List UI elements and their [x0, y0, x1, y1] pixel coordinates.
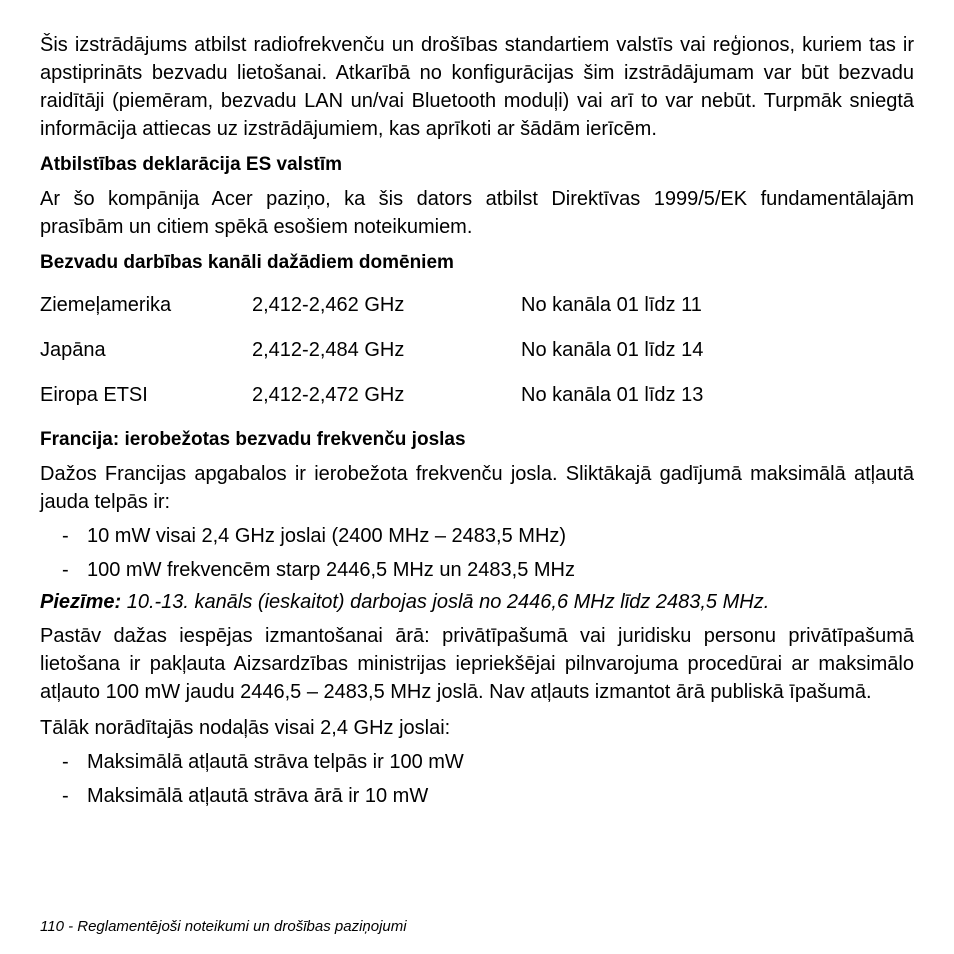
list-item-text: 100 mW frekvencēm starp 2446,5 MHz un 2483,5 MHz [87, 559, 575, 581]
departments-paragraph: Tālāk norādītajās nodaļās visai 2,4 GHz joslai: [40, 717, 451, 739]
outdoor-paragraph: Pastāv dažas iespējas izmantošanai ārā: privātīpašumā vai juridisku personu privātīpašumā lietošana ir pakļauta Aizsardzības ministrijas iepriekšējai pilnvarojuma procedūrai ar maksimālo atļauto 100 mW jaudu 2446,5 – 2483,5 MHz joslā. Nav atļauts izmantot ārā publiskā īpašumā. [40, 625, 914, 703]
note-label: Piezīme: [40, 591, 122, 613]
list-item-text: 10 mW visai 2,4 GHz joslai (2400 MHz – 2483,5 MHz) [87, 525, 567, 547]
eu-declaration-text: Ar šo kompānija Acer paziņo, ka šis dators atbilst Direktīvas 1999/5/EK fundamentālajām prasībām un citiem spēkā esošiem noteikumiem. [40, 188, 914, 238]
channels-cell: No kanāla 01 līdz 14 [521, 339, 704, 361]
note-paragraph [40, 588, 914, 616]
france-text: Dažos Francijas apgabalos ir ierobežota frekvenču josla. Sliktākajā gadījumā maksimālā atļautā jauda telpās ir: [40, 463, 914, 513]
dash-bullet: - [62, 559, 69, 581]
list-item [40, 782, 914, 810]
eu-declaration-heading: Atbilstības deklarācija ES valstīm [40, 154, 343, 175]
list-item-text: Maksimālā atļautā strāva ārā ir 10 mW [87, 785, 429, 807]
table-row [40, 336, 914, 381]
frequency-cell: 2,412-2,472 GHz [252, 384, 405, 406]
note-text: 10.-13. kanāls (ieskaitot) darbojas joslā no 2446,6 MHz līdz 2483,5 MHz. [121, 591, 770, 613]
channels-cell: No kanāla 01 līdz 13 [521, 384, 704, 406]
channels-heading: Bezvadu darbības kanāli dažādiem domēniem [40, 252, 454, 273]
document-page [40, 31, 914, 810]
departments-list [40, 748, 914, 810]
frequency-cell: 2,412-2,462 GHz [252, 294, 405, 316]
region-cell: Japāna [40, 339, 106, 361]
page-footer: 110 - Reglamentējoši noteikumi un drošības paziņojumi [40, 918, 407, 935]
list-item [40, 522, 914, 550]
table-row [40, 381, 914, 426]
intro-paragraph: Šis izstrādājums atbilst radiofrekvenču un drošības standartiem valstīs vai reģionos, kuriem tas ir apstiprināts bezvadu lietošanai. Atkarībā no konfigurācijas šim izstrādājumam var būt bezvadu raidītāji (piemēram, bezvadu LAN un/vai Bluetooth moduļi) vai arī to var nebūt. Turpmāk sniegtā informācija attiecas uz izstrādājumiem, kas aprīkoti ar šādām ierīcēm. [40, 34, 914, 140]
dash-bullet: - [62, 751, 69, 773]
channels-cell: No kanāla 01 līdz 11 [521, 294, 702, 316]
region-cell: Eiropa ETSI [40, 384, 148, 406]
france-indoor-list [40, 522, 914, 584]
france-heading: Francija: ierobežotas bezvadu frekvenču joslas [40, 429, 466, 450]
table-row [40, 291, 914, 336]
frequency-cell: 2,412-2,484 GHz [252, 339, 405, 361]
channels-table [40, 291, 914, 426]
list-item [40, 748, 914, 776]
list-item-text: Maksimālā atļautā strāva telpās ir 100 mW [87, 751, 464, 773]
dash-bullet: - [62, 785, 69, 807]
list-item [40, 556, 914, 584]
dash-bullet: - [62, 525, 69, 547]
region-cell: Ziemeļamerika [40, 294, 172, 316]
